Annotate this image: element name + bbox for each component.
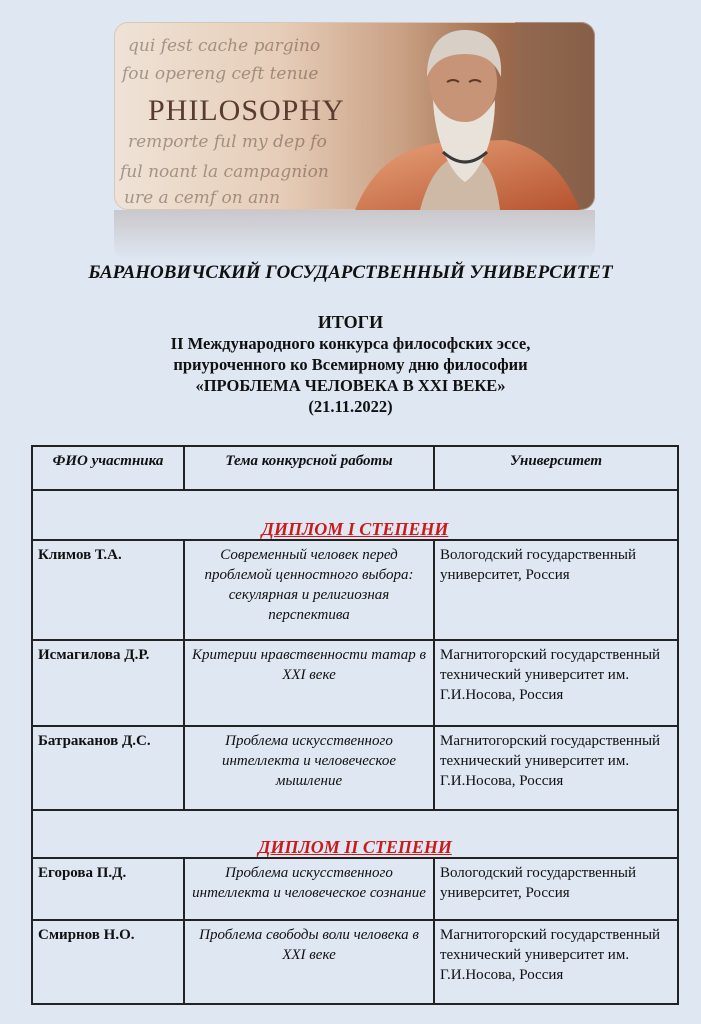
university-cell: Магнитогорский государственный технический университет им. Г.И.Носова, Россия bbox=[434, 920, 678, 1004]
participant-name: Егорова П.Д. bbox=[32, 858, 184, 920]
participant-name: Смирнов Н.О. bbox=[32, 920, 184, 1004]
university-cell: Вологодский государственный университет, Россия bbox=[434, 540, 678, 640]
heading-line: II Международного конкурса философских эссе, bbox=[170, 334, 531, 353]
table-row bbox=[32, 920, 678, 1004]
university-cell: Магнитогорский государственный технический университет им. Г.И.Носова, Россия bbox=[434, 640, 678, 726]
column-header-name: ФИО участника bbox=[32, 446, 184, 490]
banner-script-line: ful noant la campagnion bbox=[120, 162, 329, 182]
column-header-topic: Тема конкурсной работы bbox=[184, 446, 434, 490]
philosopher-illustration bbox=[335, 22, 595, 210]
banner-title: PHILOSOPHY bbox=[148, 94, 345, 127]
philosophy-banner bbox=[114, 22, 595, 210]
results-table bbox=[31, 445, 679, 1005]
participant-name: Батраканов Д.С. bbox=[32, 726, 184, 810]
table-row bbox=[32, 540, 678, 640]
diploma-1-title: ДИПЛОМ I СТЕПЕНИ bbox=[32, 490, 678, 540]
heading-line: «ПРОБЛЕМА ЧЕЛОВЕКА В XXI ВЕКЕ» bbox=[195, 376, 506, 395]
section-row bbox=[32, 490, 678, 540]
university-cell: Магнитогорский государственный технический университет им. Г.И.Носова, Россия bbox=[434, 726, 678, 810]
essay-topic: Современный человек перед проблемой ценностного выбора: секулярная и религиозная перспектива bbox=[184, 540, 434, 640]
essay-topic: Проблема искусственного интеллекта и человеческое мышление bbox=[184, 726, 434, 810]
essay-topic: Проблема искусственного интеллекта и человеческое сознание bbox=[184, 858, 434, 920]
banner-script-line: fou opereng ceft tenue bbox=[122, 64, 319, 84]
banner-script-line: qui fest cache pargino bbox=[128, 36, 321, 56]
diploma-2-title: ДИПЛОМ II СТЕПЕНИ bbox=[32, 810, 678, 858]
participant-name: Климов Т.А. bbox=[32, 540, 184, 640]
essay-topic: Проблема свободы воли человека в XXI веке bbox=[184, 920, 434, 1004]
participant-name: Исмагилова Д.Р. bbox=[32, 640, 184, 726]
results-heading bbox=[0, 312, 701, 417]
banner-reflection bbox=[114, 210, 595, 260]
banner-script-line: remporte ful my dep fo bbox=[128, 132, 327, 152]
column-header-university: Университет bbox=[434, 446, 678, 490]
essay-topic: Критерии нравственности татар в XXI веке bbox=[184, 640, 434, 726]
table-row bbox=[32, 726, 678, 810]
heading-line: приуроченного ко Всемирному дню философии bbox=[173, 355, 528, 374]
heading-line: (21.11.2022) bbox=[308, 397, 393, 416]
table-header-row bbox=[32, 446, 678, 490]
table-row bbox=[32, 858, 678, 920]
university-cell: Вологодский государственный университет, Россия bbox=[434, 858, 678, 920]
section-row bbox=[32, 810, 678, 858]
banner-script-line: ure a cemf on ann bbox=[124, 188, 281, 208]
table-row bbox=[32, 640, 678, 726]
heading-line: ИТОГИ bbox=[317, 312, 384, 332]
university-name: БАРАНОВИЧСКИЙ ГОСУДАРСТВЕННЫЙ УНИВЕРСИТЕТ bbox=[88, 262, 613, 283]
